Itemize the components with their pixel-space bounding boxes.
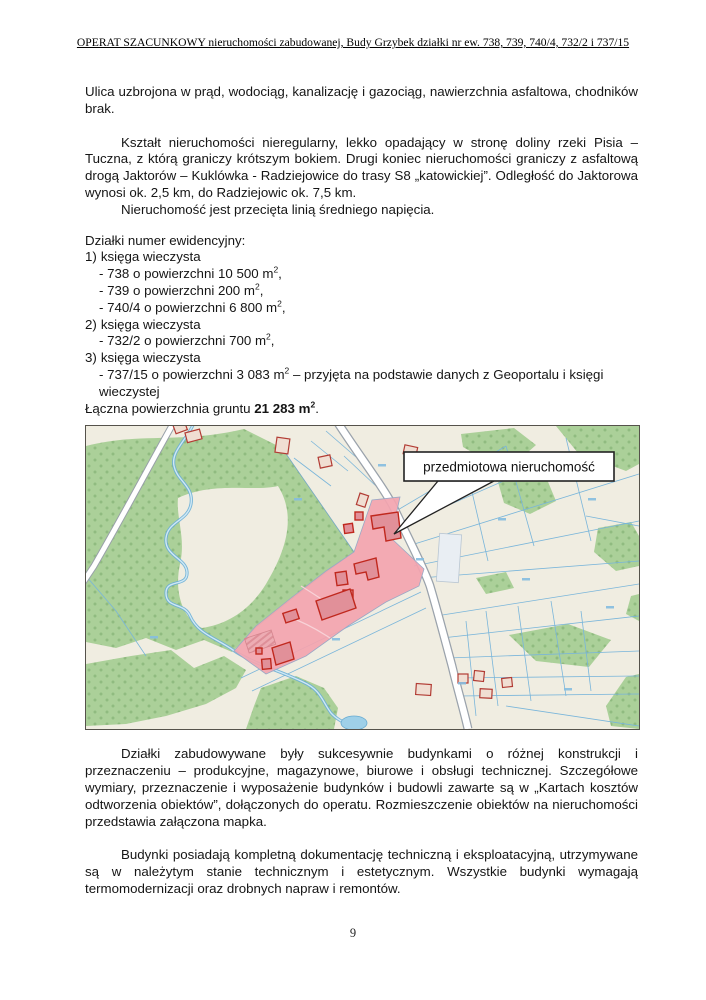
paragraph-shape: Kształt nieruchomości nieregularny, lekko opadający w stronę doliny rzeki Pisia – Tuczna, z którą graniczy krótszym bokiem. Drugi koniec nieruchomości graniczy z asfaltową drogą Jaktorów – Kuklówka - Radziejowice do trasy S8 „katowickiej”. Odległość do Jaktorowa wynosi ok. 2,5 km, do Radziejowic ok. 7,5 km.: [85, 134, 638, 200]
plot-item: - 739 o powierzchni 200 $m^2$,: [99, 281, 264, 298]
pond: [341, 716, 367, 729]
plot-group-name: księga wieczysta: [100, 350, 201, 366]
plot-group-label: 2): [85, 316, 97, 332]
plot-group-1: [85, 249, 638, 266]
paragraph-power-line: Nieruchomość jest przecięta linią średniego napięcia.: [121, 201, 435, 217]
plot-group-label: 1): [85, 249, 97, 265]
paragraph-buildings-history: Działki zabudowywane były sukcesywnie budynkami o różnej konstrukcji i przeznaczeniu – produkcyjne, magazynowe, biurowe i obsługi technicznej. Szczegółowe wymiary, przeznaczenie i wyposażenie budynków i budowli zawarte są w „Kartach kosztów odtworzenia obiektów”, dołączonych do operatu. Rozmieszczenie obiektów na nieruchomości przedstawia załączona mapka.: [85, 746, 638, 829]
sup-square: 2: [310, 399, 316, 410]
cadastral-map-image: [86, 426, 639, 729]
sup-square: 2: [266, 331, 271, 342]
plot-item: - 740/4 o powierzchni 6 800 $m^2$,: [99, 298, 286, 315]
sup-square: 2: [254, 281, 260, 292]
cadastral-map: [85, 425, 640, 730]
plot-group-2: [85, 317, 638, 334]
plot-item: - 737/15 o powierzchni 3 083 $m^2$ – przyjęta na podstawie danych z Geoportalu i księgi wieczystej: [99, 365, 604, 399]
paragraph-utilities: Ulica uzbrojona w prąd, wodociąg, kanalizację i gazociąg, nawierzchnia asfaltowa, chodników brak.: [85, 84, 638, 116]
plots-heading: Działki numer ewidencyjny:: [85, 232, 246, 248]
plot-group-name: księga wieczysta: [100, 316, 201, 332]
plots-list: [85, 233, 638, 418]
page-header: [0, 36, 706, 49]
document-body: [85, 84, 638, 915]
sup-square: 2: [273, 264, 279, 275]
sup-square: 2: [284, 365, 290, 376]
plot-item: - 738 o powierzchni 10 500 $m^2$,: [99, 264, 282, 282]
total-area-value: 21 283 m: [254, 400, 311, 416]
paragraph-buildings-condition: Budynki posiadają kompletną dokumentację techniczną i eksploatacyjną, utrzymywane są w należytym stanie technicznym i estetycznym. Wszystkie budynki wymagają termomodernizacji oraz drobnych napraw i remontów.: [85, 847, 638, 896]
plot-item: - 732/2 o powierzchni 700 $m^2$,: [99, 331, 275, 349]
total-area-line: Łączna powierzchnia gruntu 21 283 $m^2$.: [85, 399, 319, 416]
greenhouse-structure: [436, 534, 461, 583]
plot-group-3: [85, 350, 638, 367]
page-number: 9: [349, 926, 357, 940]
plot-group-label: 3): [85, 350, 97, 366]
callout-label: przedmiotowa nieruchomość: [423, 459, 595, 475]
plot-group-name: księga wieczysta: [100, 249, 201, 265]
header-title: OPERAT SZACUNKOWY nieruchomości zabudowanej, Budy Grzybek działki nr ew. 738, 739, 740/4, 732/2 i 737/15: [76, 36, 630, 49]
sup-square: 2: [277, 298, 282, 309]
